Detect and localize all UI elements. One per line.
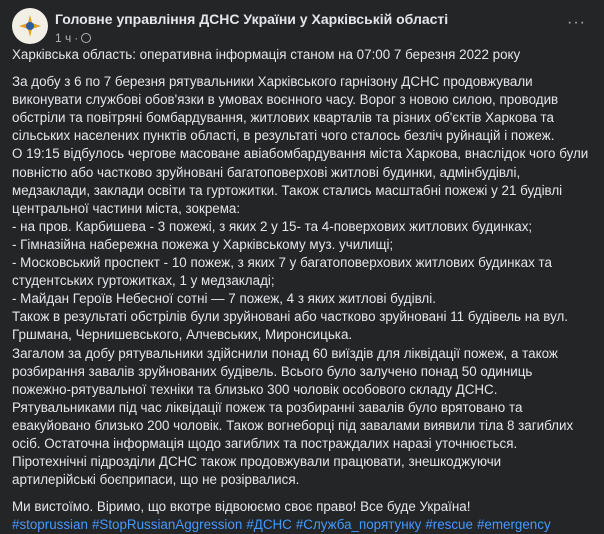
post-text-line: Рятувальниками під час ліквідації пожеж та розбиранні завалів було врятовано та [12,399,523,415]
post-text-line: Гршмана, Чернишевського, Алчевських, Миронсицька. [12,327,353,343]
post-text-line: пожежно-рятувальної техніки та близько 300 чоловік особового складу ДСНС. [12,381,498,397]
post-text-line: виконувати службові обов'язки в умовах воєнного часу. Ворог з новою силою, проводив [12,92,559,108]
post-header [12,8,592,48]
post-text-line: сільських населених пунктів області, в результаті чого сталось безліч руйнацій і пожеж. [12,128,555,144]
page-name-link[interactable]: Головне управління ДСНС України у Харківській області [55,11,449,27]
meta-separator: · [74,31,79,45]
post-text-line: студентських гуртожитках, 1 у медзакладі; [12,273,275,289]
post-text-line: За добу з 6 по 7 березня рятувальники Харківського гарнізону ДСНС продовжували [12,74,533,90]
hashtag-link[interactable]: #Служба_порятунку [295,517,422,533]
post-text-line: центральної частини міста, зокрема: [12,200,241,216]
post-text-line: осіб. Остаточна інформація щодо загиблих та постраждалих наразі уточнюється. [12,435,518,451]
post-text [12,73,597,489]
post-text-line: Піротехнічні підрозділи ДСНС також продовжували працювати, знешкоджуючи [12,454,502,470]
post-text-line: Загалом за добу рятувальники здійснили понад 60 виїздів для ліквідації пожеж, а також [12,345,558,361]
post-title: Харківська область: оперативна інформація станом на 07:00 7 березня 2022 року [12,47,521,62]
post-text-line: повністю або частково зруйновані багатоповерхові житлові будинки, адмінбудівлі, [12,164,521,180]
post-text-line: - на пров. Карбишева - 3 пожежі, з яких 2 у 15- та 4-поверхових житлових будинках; [12,218,533,234]
post-text-line: медзаклади, заклади освіти та гуртожитки. Також стались масштабні пожежі у 21 будівлі [12,182,563,198]
hashtags [12,516,597,534]
hashtag-link[interactable]: #StopRussianAggression [91,517,243,533]
post-closing: Ми вистоїмо. Віримо, що вкотре відвоюємо своє право! Все буде Україна! [12,499,471,515]
hashtag-link[interactable]: #ДСНС [246,517,292,533]
globe-icon [81,33,91,43]
post-body [12,46,597,534]
hashtag-link[interactable]: #stoprussian [12,517,88,533]
post-text-line: розбирання завалів зруйнованих будівель. Всього було залучено понад 50 одиниць [12,363,533,379]
dsns-emblem-icon [18,14,42,38]
more-options-button[interactable]: ··· [567,14,586,31]
post-text-line: - Московський проспект - 10 пожеж, з яких 7 у багатоповерхових житлових будинках та [12,255,552,271]
post-meta [55,31,91,45]
hashtag-link[interactable]: #emergency [476,517,551,533]
page-avatar[interactable] [12,8,48,44]
post-text-line: - Майдан Героїв Небесної сотні — 7 пожеж, 4 з яких житлові будівлі. [12,291,436,307]
post-text-line: артилерійські боєприпаси, що не розірвалися. [12,472,300,488]
post-text-line: О 19:15 відбулось чергове масоване авіабомбардування міста Харкова, внаслідок чого були [12,146,589,162]
post-text-line: Також в результаті обстрілів були зруйновані або частково зруйновані 11 будівель на вул. [12,309,569,325]
post-text-line: евакуйовано близько 200 чоловік. Також вогнеборці під завалами виявили тіла 8 загиблих [12,417,574,433]
post-time[interactable]: 1 ч [55,31,72,45]
hashtag-link[interactable]: #rescue [425,517,473,533]
post-text-line: обстріли та повітряні бомбардування, житлових кварталів та різних об'єктів Харкова та [12,110,554,126]
post-text-line: - Гімназійна набережна пожежа у Харківському муз. училищі; [12,236,394,252]
